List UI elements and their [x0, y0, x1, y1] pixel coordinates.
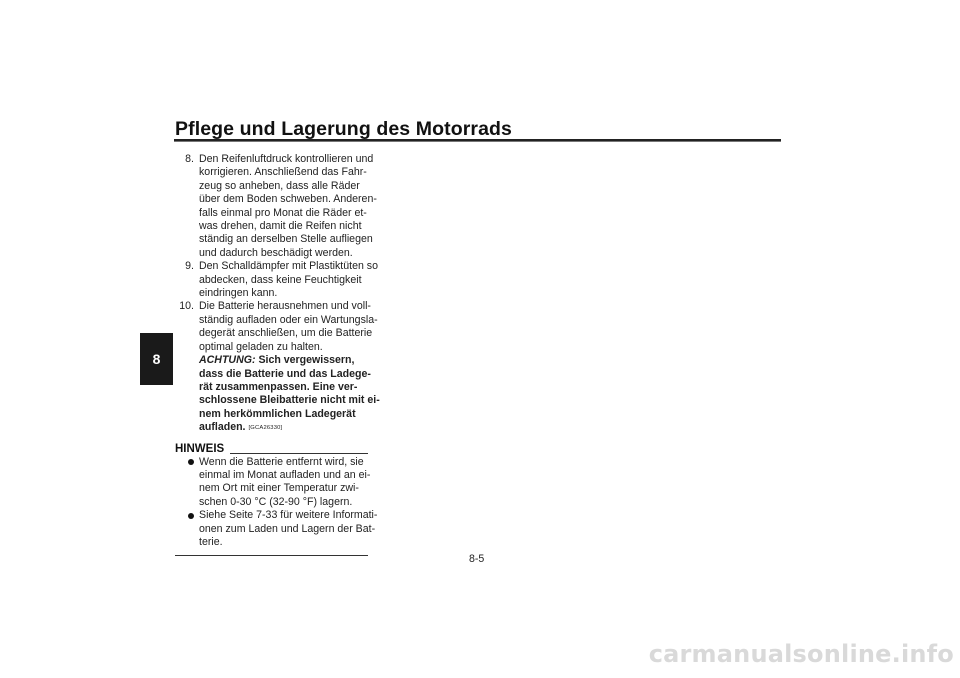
step-line: Die Batterie herausnehmen und voll-	[199, 300, 371, 313]
warning-line: dass die Batterie und das Ladege-	[199, 367, 371, 380]
title-rule	[174, 139, 781, 142]
page-title: Pflege und Lagerung des Motorrads	[175, 118, 512, 140]
note-line: onen zum Laden und Lagern der Bat-	[199, 522, 376, 535]
step-number: 9.	[185, 260, 194, 273]
step-line: und dadurch beschädigt werden.	[199, 246, 353, 259]
chapter-tab: 8	[140, 333, 173, 385]
step-line: korrigieren. Anschließend das Fahr-	[199, 166, 367, 179]
note-line: schen 0-30 °C (32-90 °F) lagern.	[199, 495, 353, 508]
step-number: 10.	[179, 300, 194, 313]
warning-line: rät zusammenpassen. Eine ver-	[199, 380, 358, 393]
bullet-icon	[188, 459, 194, 465]
step-line: ständig an derselben Stelle aufliegen	[199, 233, 373, 246]
warning-prefix: ACHTUNG:	[199, 354, 256, 367]
step-line: Den Schalldämpfer mit Plastiktüten so	[199, 260, 378, 273]
bullet-icon	[188, 513, 194, 519]
step-line: was drehen, damit die Reifen nicht	[199, 220, 362, 233]
note-item	[175, 456, 380, 510]
step-line: zeug so anheben, dass alle Räder	[199, 179, 360, 192]
step-number: 8.	[185, 153, 194, 165]
watermark-logo: carmanualsonline.info	[648, 640, 954, 668]
warning-text: Sich vergewissern,	[255, 354, 355, 367]
step-line: über dem Boden schweben. Anderen-	[199, 193, 377, 206]
content-column	[175, 153, 380, 556]
note-heading-rule	[230, 453, 368, 454]
warning-code: [GCA26330]	[248, 425, 283, 432]
warning-line	[199, 421, 380, 435]
step-line: abdecken, dass keine Feuchtigkeit	[199, 273, 362, 286]
note-line: nem Ort mit einer Temperatur zwi-	[199, 482, 359, 495]
page-number: 8-5	[469, 553, 485, 565]
note-heading-label: HINWEIS	[175, 442, 225, 455]
step-8	[175, 153, 380, 260]
step-line: eindringen kann.	[199, 287, 278, 300]
note-line: Siehe Seite 7-33 für weitere Informati-	[199, 509, 378, 522]
step-line: falls einmal pro Monat die Räder et-	[199, 206, 367, 219]
step-line: optimal geladen zu halten.	[199, 340, 323, 353]
note-end-rule	[175, 555, 368, 556]
note-line: Wenn die Batterie entfernt wird, sie	[199, 455, 364, 468]
warning-line	[199, 354, 380, 367]
warning-line: schlossene Bleibatterie nicht mit ei-	[199, 394, 380, 407]
step-line: ständig aufladen oder ein Wartungsla-	[199, 313, 378, 326]
warning-line: nem herkömmlichen Ladegerät	[199, 407, 356, 420]
step-line: degerät anschließen, um die Batterie	[199, 327, 373, 340]
warning-text: aufladen.	[199, 421, 246, 434]
warning-block	[199, 354, 380, 435]
note-line: terie.	[199, 535, 223, 548]
note-item	[175, 509, 380, 549]
note-line: einmal im Monat aufladen und an ei-	[199, 468, 371, 481]
note-heading	[175, 442, 368, 456]
step-9	[175, 260, 380, 300]
step-line: Den Reifenluftdruck kontrollieren und	[199, 153, 374, 165]
step-10	[175, 300, 380, 435]
